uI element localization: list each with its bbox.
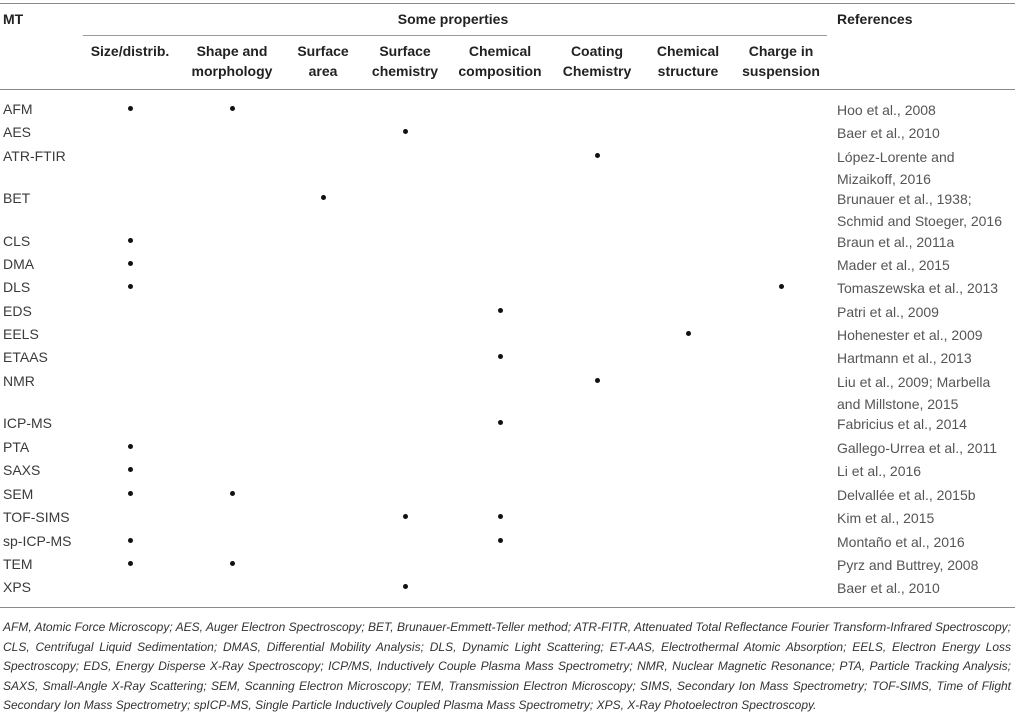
reference-cell: Baer et al., 2010 — [837, 125, 940, 141]
bottom-rule — [0, 607, 1015, 608]
table-row — [0, 484, 1015, 508]
method-cell: AES — [3, 124, 32, 140]
column-header: Charge in suspension — [742, 43, 820, 79]
table-row — [0, 554, 1015, 578]
column-header: Surface area — [297, 43, 349, 79]
method-cell: ETAAS — [3, 349, 48, 365]
reference-cell: Patri et al., 2009 — [837, 304, 939, 320]
reference-cell: Gallego-Urrea et al., 2011 — [837, 440, 998, 456]
table-row — [0, 413, 1015, 437]
table-row — [0, 188, 1015, 229]
table-row — [0, 371, 1015, 412]
method-cell: SAXS — [3, 462, 41, 478]
method-cell: EDS — [3, 303, 32, 319]
method-cell: AFM — [3, 101, 33, 117]
method-cell: ICP-MS — [3, 415, 52, 431]
property-mark-dot — [230, 561, 235, 566]
method-cell: EELS — [3, 326, 39, 342]
reference-cell: Liu et al., 2009; Marbella and Millstone, 2015 — [837, 374, 991, 412]
reference-cell: Hartmann et al., 2013 — [837, 350, 972, 366]
method-cell: sp-ICP-MS — [3, 533, 72, 549]
property-mark-dot — [128, 238, 133, 243]
method-cell: XPS — [3, 579, 32, 595]
table-row — [0, 254, 1015, 278]
method-cell: ATR-FTIR — [3, 148, 66, 164]
table-row — [0, 347, 1015, 371]
property-mark-dot — [403, 129, 408, 134]
table-row — [0, 324, 1015, 348]
property-mark-dot — [230, 106, 235, 111]
table-row — [0, 577, 1015, 601]
reference-cell: Hohenester et al., 2009 — [837, 327, 983, 343]
table-row — [0, 146, 1015, 187]
table-row — [0, 122, 1015, 146]
table-row — [0, 99, 1015, 123]
reference-cell: Mader et al., 2015 — [837, 257, 950, 273]
reference-cell: Tomaszewska et al., 2013 — [837, 280, 999, 296]
method-cell: TEM — [3, 556, 33, 572]
table-row — [0, 507, 1015, 531]
method-cell: DLS — [3, 279, 31, 295]
top-rule — [0, 3, 1015, 4]
table-row — [0, 277, 1015, 301]
group-rule — [83, 35, 827, 36]
table-row — [0, 231, 1015, 255]
reference-cell: Montaño et al., 2016 — [837, 534, 965, 550]
property-mark-dot — [403, 514, 408, 519]
property-mark-dot — [321, 195, 326, 200]
properties-group-header: Some properties — [397, 11, 509, 27]
property-mark-dot — [498, 514, 503, 519]
property-mark-dot — [128, 444, 133, 449]
method-cell: TOF-SIMS — [3, 509, 70, 525]
method-cell: SEM — [3, 486, 34, 502]
property-mark-dot — [128, 467, 133, 472]
column-header: Size/distrib. — [90, 43, 170, 59]
reference-cell: Baer et al., 2010 — [837, 580, 940, 596]
footnote-abbreviations: AFM, Atomic Force Microscopy; AES, Auger Electron Spectroscopy; BET, Brunauer-Emmett-Teller method; ATR-FITR, Attenuated Total Reflectance Fourier Transform-Infrared Spectroscopy; CLS, Centrifugal Liquid Sedimentation; DMAS, Differential Mobility Analysis; DLS, Dynamic Light Scattering; ET-AAS, Electrothermal Atomic Absorption; EELS, Electron Energy Loss Spectroscopy; EDS, Energy Disperse X-Ray Spectroscopy; ICP/MS, Inductively Couple Plasma Mass Spectrometry; NMR, Nuclear Magnetic Resonance; PTA, Particle Tracking Analysis; SAXS, Small-Angle X-Ray Scattering; SEM, Scanning Electron Microscopy; TEM, Transmission Electron Microscopy; SIMS, Secondary Ion Mass Spectrometry; TOF-SIMS, Time of Flight Secondary Ion Mass Spectrometry; spICP-MS, Single Particle Inductively Coupled Plasma Mass Spectrometry; XPS, X-Ray Photoelectron Spectroscopy. — [3, 620, 1011, 713]
reference-cell: Braun et al., 2011a — [837, 234, 955, 250]
property-mark-dot — [779, 284, 784, 289]
reference-cell: Pyrz and Buttrey, 2008 — [837, 557, 979, 573]
property-mark-dot — [128, 561, 133, 566]
property-mark-dot — [128, 538, 133, 543]
property-mark-dot — [498, 420, 503, 425]
property-mark-dot — [498, 538, 503, 543]
column-header: Coating Chemistry — [562, 43, 632, 79]
property-mark-dot — [686, 331, 691, 336]
property-mark-dot — [595, 153, 600, 158]
reference-cell: Delvallée et al., 2015b — [837, 487, 976, 503]
property-mark-dot — [498, 308, 503, 313]
mt-header: MT — [3, 11, 24, 27]
property-mark-dot — [128, 284, 133, 289]
reference-cell: Brunauer et al., 1938; Schmid and Stoeger, 2016 — [837, 191, 1003, 229]
column-header: Shape and morphology — [191, 43, 273, 79]
property-mark-dot — [230, 491, 235, 496]
property-mark-dot — [128, 261, 133, 266]
method-cell: NMR — [3, 373, 35, 389]
header-rule — [0, 89, 1015, 90]
table-row — [0, 460, 1015, 484]
column-header: Chemical structure — [656, 43, 720, 79]
method-cell: PTA — [3, 439, 30, 455]
column-header: Chemical composition — [458, 43, 542, 79]
table-row — [0, 301, 1015, 325]
column-header: Surface chemistry — [371, 43, 439, 79]
method-cell: DMA — [3, 256, 35, 272]
reference-cell: Kim et al., 2015 — [837, 510, 935, 526]
property-mark-dot — [498, 354, 503, 359]
property-mark-dot — [128, 106, 133, 111]
reference-cell: López-Lorente and Mizaikoff, 2016 — [837, 149, 955, 187]
property-mark-dot — [128, 491, 133, 496]
table-row — [0, 437, 1015, 461]
reference-cell: Hoo et al., 2008 — [837, 102, 936, 118]
property-mark-dot — [595, 378, 600, 383]
references-header: References — [837, 11, 913, 27]
method-cell: CLS — [3, 233, 31, 249]
reference-cell: Li et al., 2016 — [837, 463, 922, 479]
reference-cell: Fabricius et al., 2014 — [837, 416, 967, 432]
method-cell: BET — [3, 190, 31, 206]
table-row — [0, 531, 1015, 555]
property-mark-dot — [403, 584, 408, 589]
